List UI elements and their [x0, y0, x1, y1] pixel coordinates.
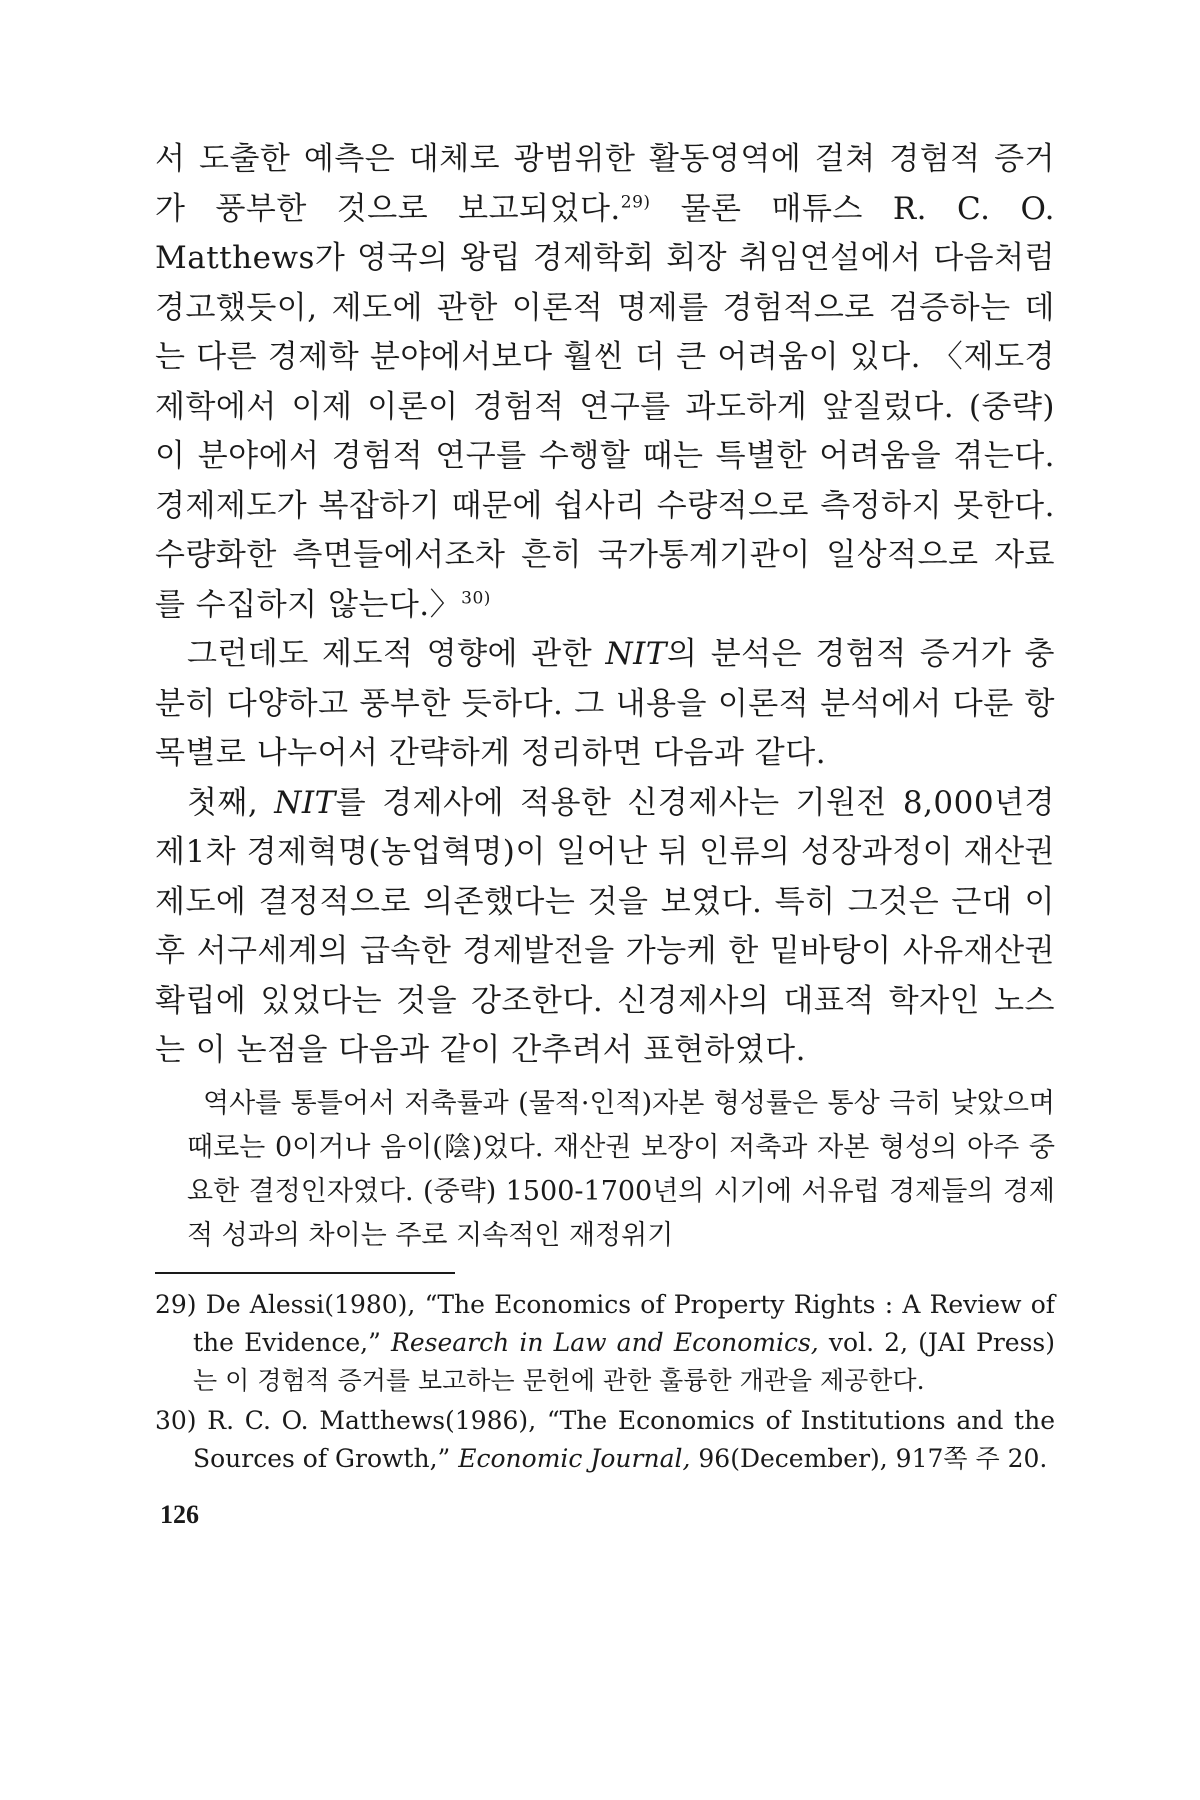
nit-term: NIT — [274, 784, 336, 821]
paragraph-3-text-a: 첫째, — [187, 784, 275, 821]
paragraph-3-text-b: 를 경제사에 적용한 신경제사는 기원전 8,000년경 제1차 경제혁명(농업혁명)이 일어난 뒤 인류의 성장과정이 재산권제도에 결정적으로 의존했다는 것을 보였다. 특히 그것은 근대 이후 서구세계의 급속한 경제발전을 가능케 한 밑바탕이 사유재산권 확립에 있었다는 것을 강조한다. 신경제사의 대표적 학자인 노스는 이 논점을 다음과 같이 간추려서 표현하였다. — [155, 784, 1055, 1068]
footnote-number: 30) — [155, 1405, 197, 1435]
paragraph-2 — [155, 630, 1055, 779]
paragraph-1 — [155, 135, 1055, 630]
page-number: 126 — [160, 1500, 199, 1529]
footnote-ref-29: 29) — [620, 192, 651, 213]
nit-term: NIT — [605, 636, 667, 672]
footnote-journal: Economic Journal, — [458, 1443, 691, 1473]
paragraph-1-text-b: 물론 매튜스 R. C. O. Matthews가 영국의 왕립 경제학회 회장 취임연설에서 다음처럼 경고했듯이, 제도에 관한 이론적 명제를 경험적으로 검증하는 데는 다른 경제학 분야에서보다 훨씬 더 큰 어려움이 있다. 〈제도경제학에서 이제 이론이 경험적 연구를 과도하게 앞질렀다. (중략) 이 분야에서 경험적 연구를 수행할 때는 특별한 어려움을 겪는다. 경제제도가 복잡하기 때문에 쉽사리 수량적으로 측정하지 못한다. 수량화한 측면들에서조차 흔히 국가통계기관이 일상적으로 자료를 수집하지 않는다.〉 — [155, 190, 1055, 623]
paragraph-2-text-b: 의 분석은 경험적 증거가 충분히 다양하고 풍부한 듯하다. 그 내용을 이론적 분석에서 다룬 항목별로 나누어서 간략하게 정리하면 다음과 같다. — [155, 636, 1055, 771]
footnote-divider — [155, 1272, 455, 1274]
footnote-journal: Research in Law and Economics, — [391, 1327, 819, 1357]
footnote-text-b: vol. 2, (JAI Press)는 이 경험적 증거를 보고하는 문헌에 관한 훌륭한 개관을 제공한다. — [193, 1327, 1055, 1395]
footnote-text-a: De Alessi(1980), “The Economics of Property Rights : A Review of the Evidence,” — [193, 1289, 1055, 1357]
main-text — [155, 135, 1055, 1478]
footnote-number: 29) — [155, 1289, 197, 1319]
block-quote — [155, 1082, 1055, 1258]
paragraph-2-text-a: 그런데도 제도적 영향에 관한 — [187, 636, 606, 672]
footnote-ref-30: 30) — [461, 588, 491, 609]
footnote-29 — [155, 1286, 1055, 1400]
footnote-text-a: R. C. O. Matthews(1986), “The Economics of Institutions and the Sources of Growth,” — [193, 1405, 1055, 1473]
footnote-30 — [155, 1402, 1055, 1478]
paragraph-1-text-a: 서 도출한 예측은 대체로 광범위한 활동영역에 걸쳐 경험적 증거가 풍부한 것으로 보고되었다. — [155, 141, 1055, 227]
footnote-text-b: 96(December), 917쪽 주 20. — [690, 1443, 1048, 1473]
paragraph-3 — [155, 779, 1055, 1076]
block-quote-text: 역사를 통틀어서 저축률과 (물적·인적)자본 형성률은 통상 극히 낮았으며 때로는 0이거나 음이(陰)었다. 재산권 보장이 저축과 자본 형성의 아주 중요한 결정인자였다. (중략) 1500-1700년의 시기에 서유럽 경제들의 경제적 성과의 차이는 주로 지속적인 재정위기 — [187, 1087, 1055, 1251]
